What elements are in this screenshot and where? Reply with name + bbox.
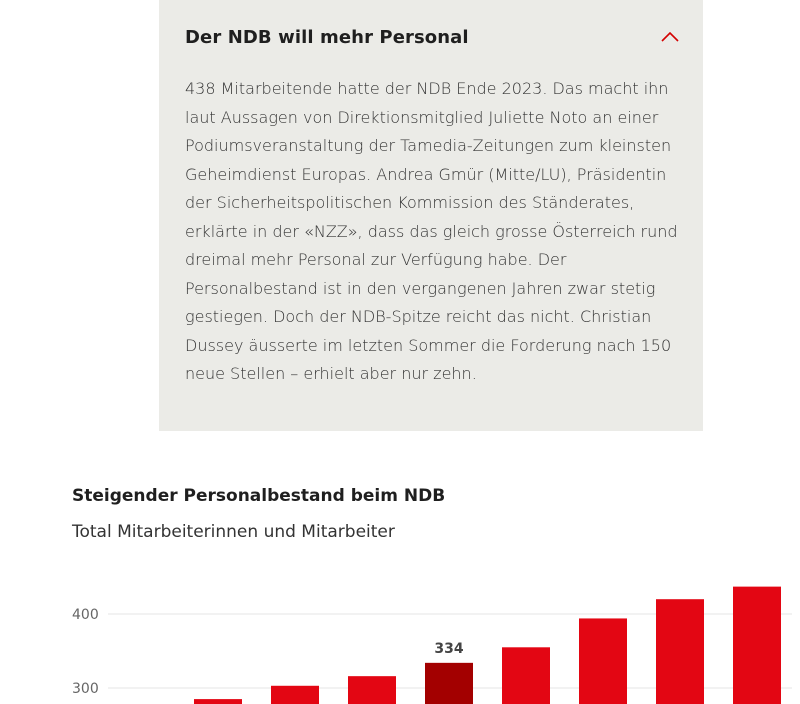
chart-subtitle: Total Mitarbeiterinnen und Mitarbeiter bbox=[72, 522, 395, 542]
y-tick-label: 300 bbox=[72, 681, 99, 697]
bar-8[interactable] bbox=[733, 587, 781, 704]
bar-5[interactable] bbox=[502, 647, 550, 704]
y-tick-label: 400 bbox=[72, 607, 99, 623]
bar-7[interactable] bbox=[656, 599, 704, 704]
bar-2[interactable] bbox=[271, 686, 319, 704]
bar-3[interactable] bbox=[348, 676, 396, 704]
bar-1[interactable] bbox=[194, 699, 242, 704]
info-box-title: Der NDB will mehr Personal bbox=[185, 26, 469, 48]
chart-title: Steigender Personalbestand beim NDB bbox=[72, 486, 446, 506]
bar-4[interactable] bbox=[425, 663, 473, 704]
info-box-text: 438 Mitarbeitende hatte der NDB Ende 2023. Das macht ihn laut Aussagen von Direktionsmitglied Juliette Noto an einer Podiumsveranstaltung der Tamedia-Zeitungen zum kleinsten Geheimdienst Europas. Andrea Gmür (Mitte/LU), Präsidentin der Sicherheitspolitischen Kommission des Ständerates, erklärte in der «NZZ», dass das gleich grosse Österreich rund dreimal mehr Personal zur Verfügung habe. Der Personalbestand ist in den vergangenen Jahren zwar stetig gestiegen. Doch der NDB-Spitze reicht das nicht. Christian Dussey äusserte im letzten Sommer die Forderung nach 150 neue Stellen – erhielt aber nur zehn. bbox=[185, 79, 678, 383]
bar-6[interactable] bbox=[579, 618, 627, 704]
data-label: 334 bbox=[434, 640, 464, 657]
